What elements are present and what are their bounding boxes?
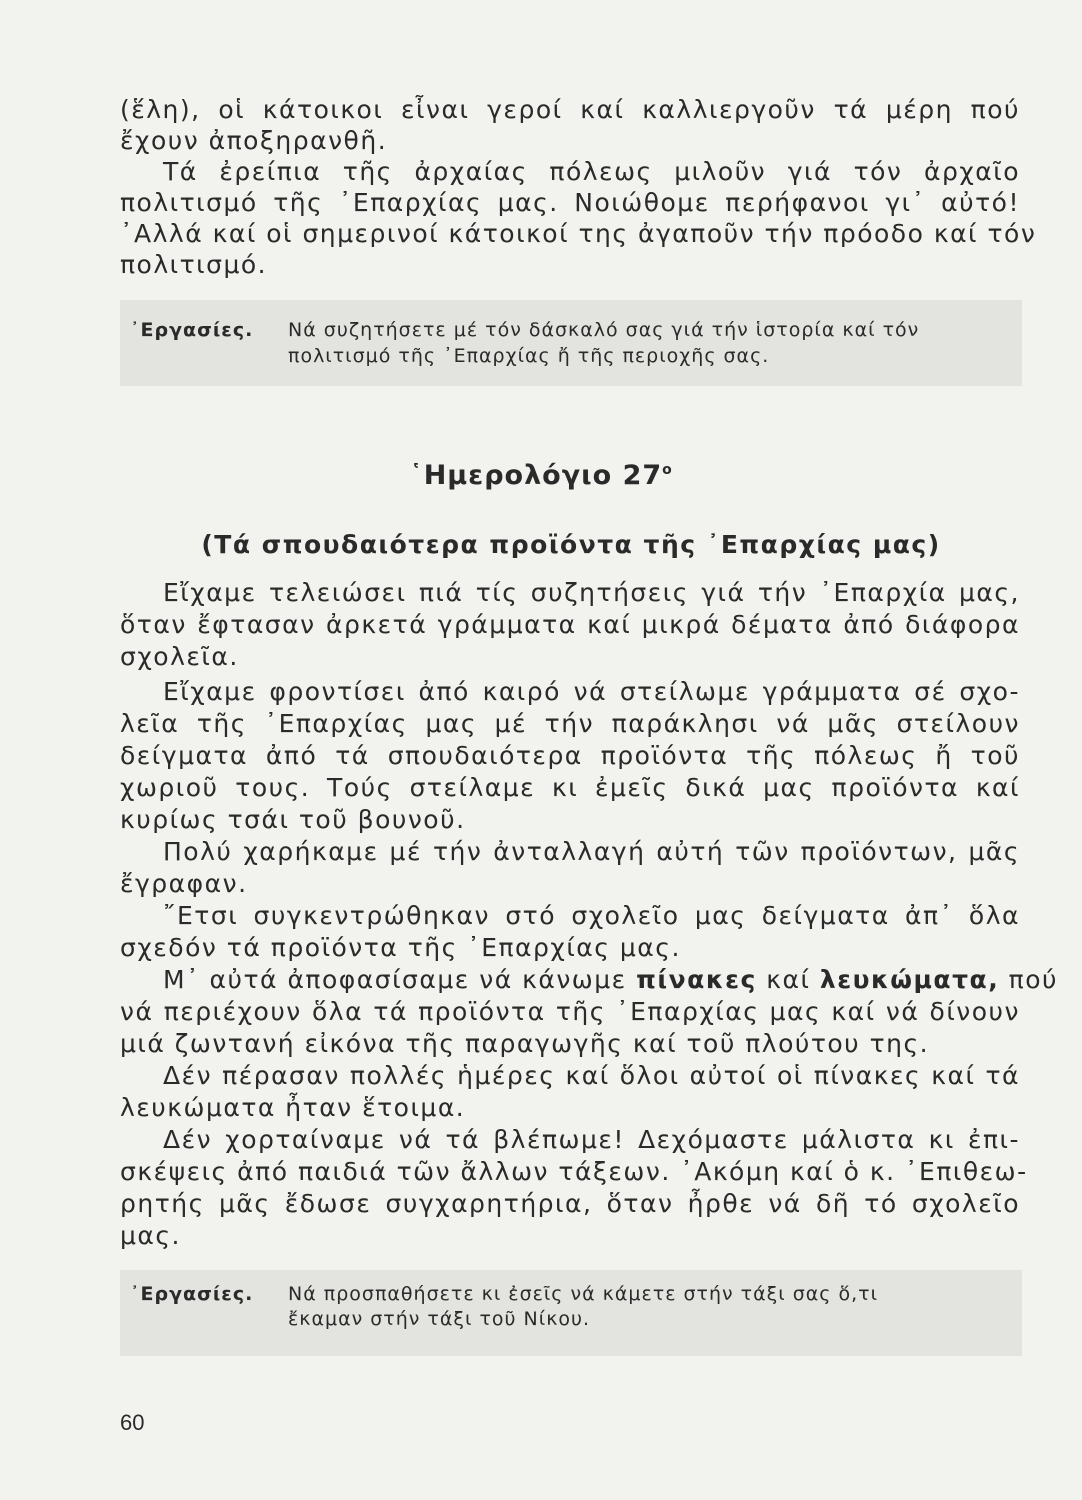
text-line: (ἕλη), οἱ κάτοικοι εἶναι γεροί καί καλλιεργοῦν τά μέρη πού xyxy=(120,95,1020,124)
text-line-emphasis: Μ᾿ αὐτά ἀποφασίσαμε νά κάνωμε πίνακες καί λευκώματα, πού xyxy=(163,965,1058,994)
text-line: ἔγραφαν. xyxy=(120,869,248,898)
text-line: σκέψεις ἀπό παιδιά τῶν ἄλλων τάξεων. ᾿Ακόμη καί ὁ κ. ᾿Επιθεω- xyxy=(120,1157,1028,1186)
page-number: 60 xyxy=(120,1410,145,1435)
exercise-label: ᾿Εργασίες. xyxy=(130,1283,254,1305)
text-line: ᾿Αλλά καί οἱ σημερινοί κάτοικοί της ἀγαποῦν τήν πρόοδο καί τόν xyxy=(120,219,1037,248)
text-line: Εἴχαμε φροντίσει ἀπό καιρό νά στείλωμε γράμματα σέ σχο- xyxy=(163,677,1020,706)
text-line: ὅταν ἔφτασαν ἀρκετά γράμματα καί μικρά δέματα ἀπό διάφορα xyxy=(120,610,1020,639)
text-line: σχεδόν τά προϊόντα τῆς ᾿Επαρχίας μας. xyxy=(120,933,681,962)
text-line: λεῖα τῆς ᾿Επαρχίας μας μέ τήν παράκλησι νά μᾶς στείλουν xyxy=(120,709,1020,738)
diary-subtitle: (Τά σπουδαιότερα προϊόντα τῆς ᾿Επαρχίας μας) xyxy=(201,530,941,559)
text-line: μιά ζωντανή εἰκόνα τῆς παραγωγῆς καί τοῦ πλούτου της. xyxy=(120,1029,930,1058)
text-line: πολιτισμό τῆς ᾿Επαρχίας μας. Νοιώθομε περήφανοι γι᾿ αὐτό! xyxy=(120,188,1020,217)
bold-word: λευκώματα, xyxy=(819,965,1000,994)
exercise-text: Νά προσπαθήσετε κι ἐσεῖς νά κάμετε στήν τάξι σας ὅ,τι xyxy=(288,1283,879,1305)
diary-title: ῾Ημερολόγιο $27^o$ xyxy=(409,460,673,491)
text-line: σχολεῖα. xyxy=(120,642,239,671)
text-line: Εἴχαμε τελειώσει πιά τίς συζητήσεις γιά τήν ᾿Επαρχία μας, xyxy=(163,578,1020,607)
exercise-box xyxy=(120,1270,1022,1356)
exercise-text: πολιτισμό τῆς ᾿Επαρχίας ἤ τῆς περιοχῆς σας. xyxy=(288,345,770,367)
exercise-label: ᾿Εργασίες. xyxy=(130,319,254,341)
text-line: νά περιέχουν ὅλα τά προϊόντα τῆς ᾿Επαρχίας μας καί νά δίνουν xyxy=(120,997,1020,1026)
text-line: Δέν πέρασαν πολλές ἡμέρες καί ὅλοι αὐτοί οἱ πίνακες καί τά xyxy=(163,1061,1020,1090)
text-line: δείγματα ἀπό τά σπουδαιότερα προϊόντα τῆς πόλεως ἤ τοῦ xyxy=(120,741,1020,770)
text-line: πολιτισμό. xyxy=(120,250,268,279)
exercise-text: ἔκαμαν στήν τάξι τοῦ Νίκου. xyxy=(288,1308,591,1330)
text-line: ρητής μᾶς ἔδωσε συγχαρητήρια, ὅταν ἦρθε νά δῆ τό σχολεῖο xyxy=(120,1189,1020,1218)
text-line: Πολύ χαρήκαμε μέ τήν ἀνταλλαγή αὐτή τῶν προϊόντων, μᾶς xyxy=(163,837,1020,866)
text-line: Δέν χορταίναμε νά τά βλέπωμε! Δεχόμαστε μάλιστα κι ἐπι- xyxy=(163,1125,1020,1154)
exercise-text: Νά συζητήσετε μέ τόν δάσκαλό σας γιά τήν ἱστορία καί τόν xyxy=(288,319,920,341)
text-line: κυρίως τσάι τοῦ βουνοῦ. xyxy=(120,805,466,834)
text-line: ῎Ετσι συγκεντρώθηκαν στό σχολεῖο μας δείγματα ἀπ᾿ ὅλα xyxy=(163,901,1020,930)
exercise-box xyxy=(120,300,1022,386)
text-line: Τά ἐρείπια τῆς ἀρχαίας πόλεως μιλοῦν γιά τόν ἀρχαῖο xyxy=(163,157,1020,186)
bold-word: πίνακες xyxy=(636,965,757,994)
title-superscript: ο xyxy=(662,462,673,478)
text-line: μας. xyxy=(120,1221,182,1250)
text-line: χωριοῦ τους. Τούς στείλαμε κι ἐμεῖς δικά μας προϊόντα καί xyxy=(120,773,1020,802)
text-line: ἔχουν ἀποξηρανθῆ. xyxy=(120,126,388,155)
text-line: λευκώματα ἦταν ἕτοιμα. xyxy=(120,1093,466,1122)
